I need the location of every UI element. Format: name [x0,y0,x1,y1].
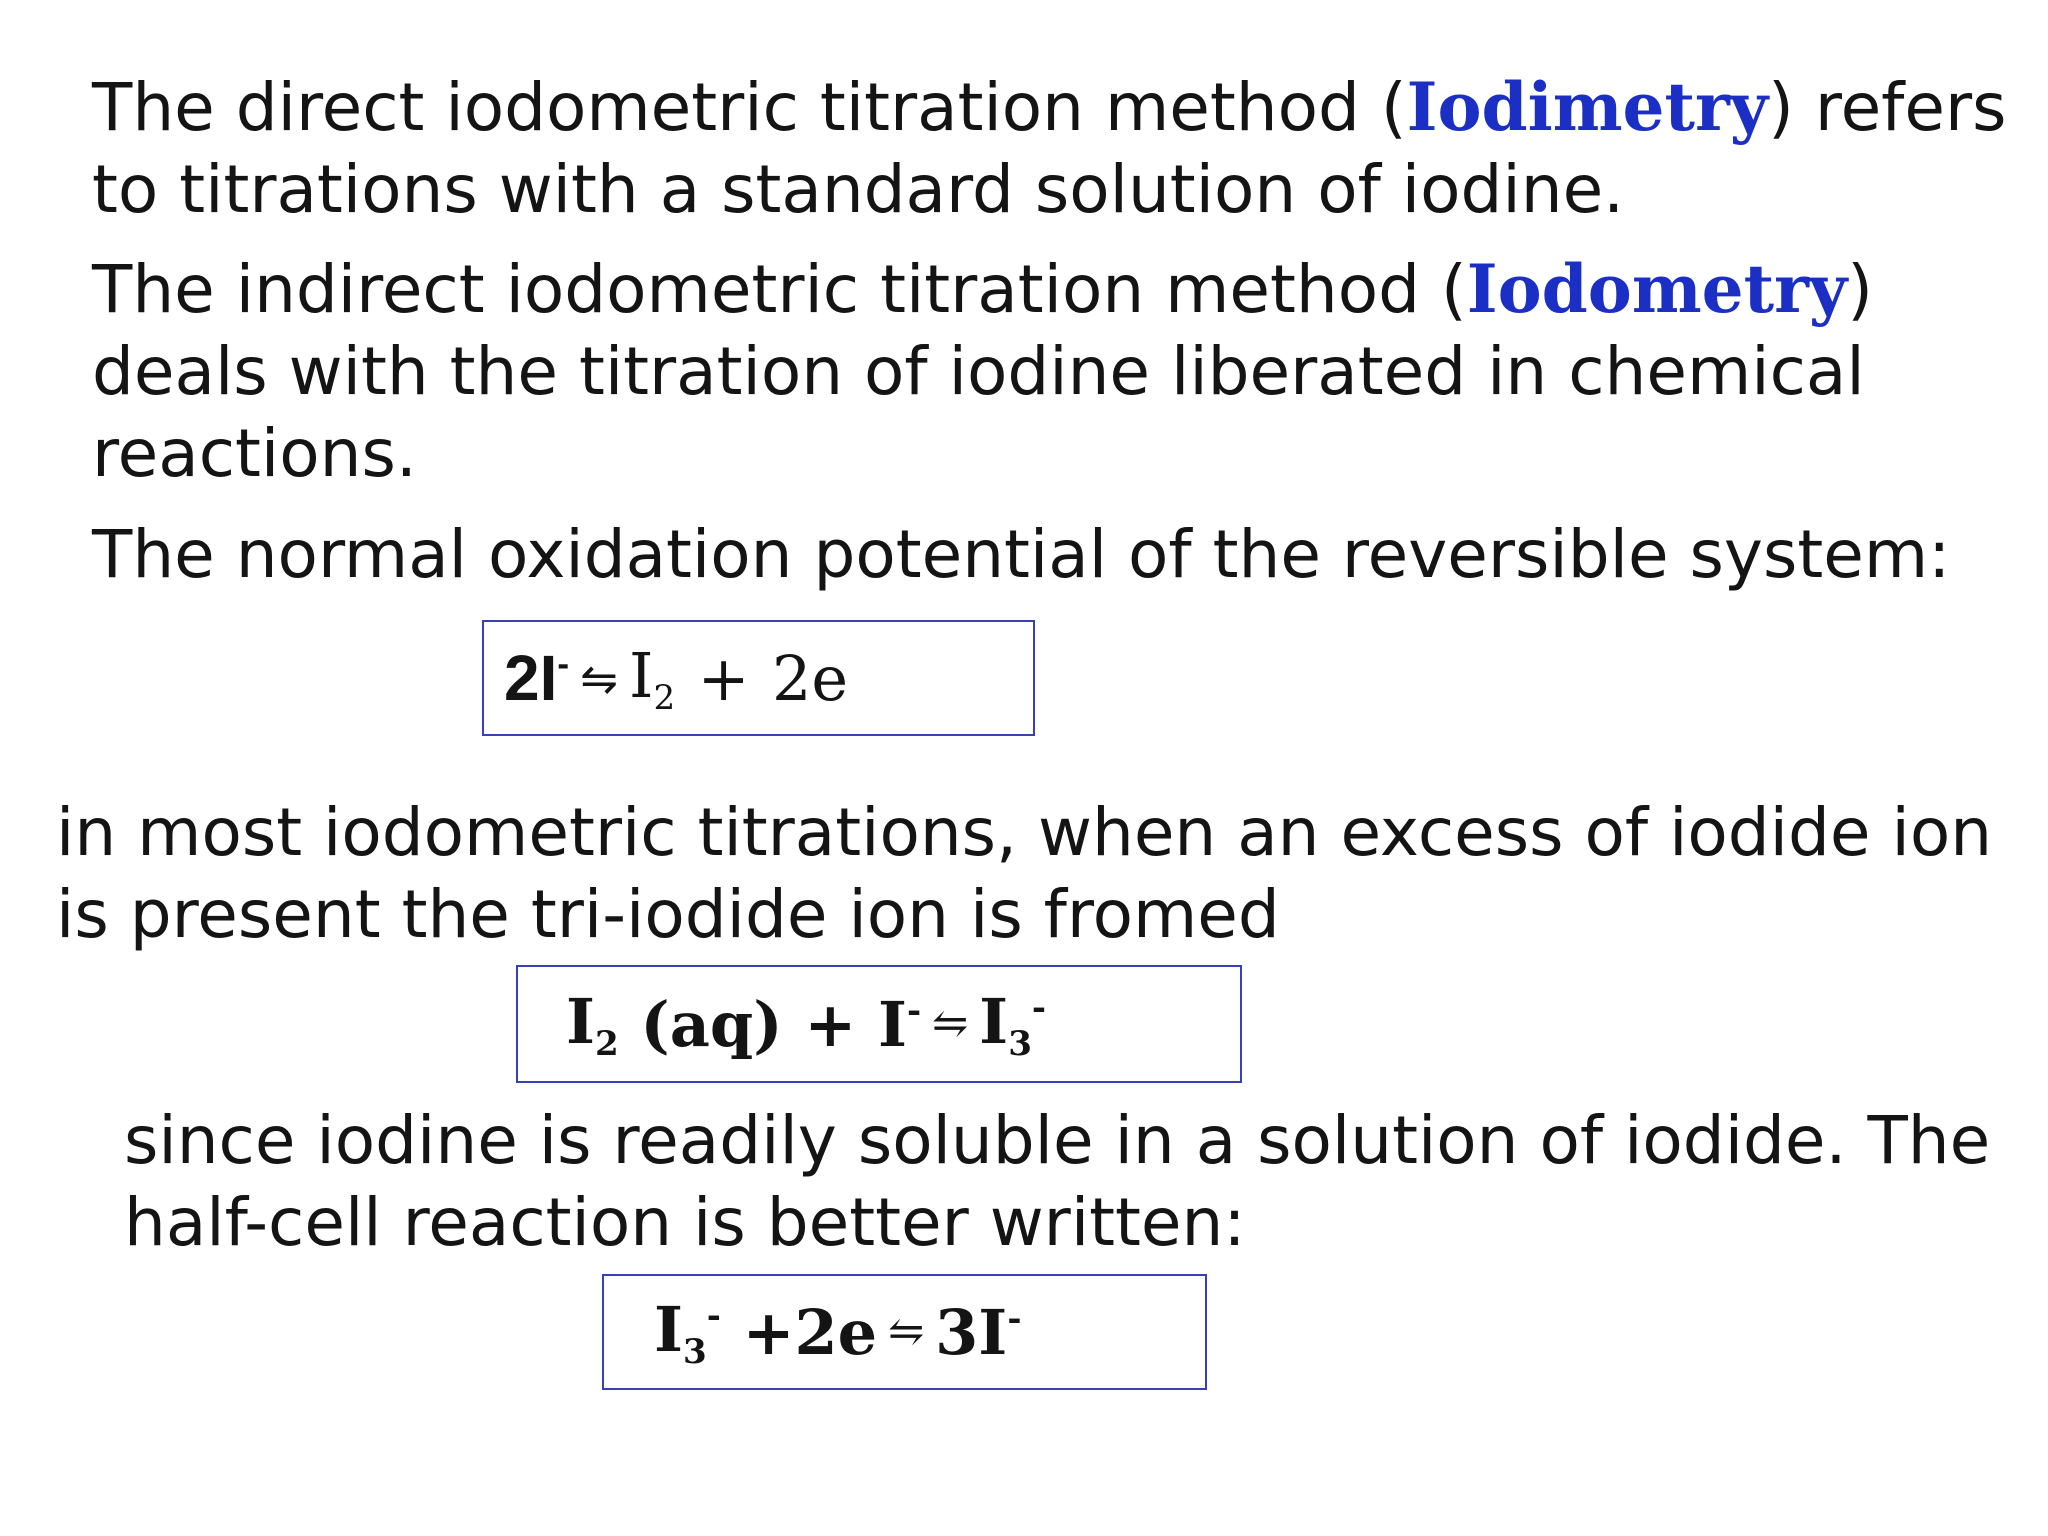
equilibrium-arrow-icon: ⇋ [931,999,969,1049]
eq2-plus: + [804,987,857,1061]
paragraph-oxidation-potential [92,514,1950,596]
paragraph-iodometry-line-2: deals with the titration of iodine liberated in chemical [92,333,1865,410]
eq3-product-iodide: 3I- [935,1295,1022,1369]
eq1-reactant: 2I- [504,642,570,714]
eq1-plus: + [697,641,750,715]
paragraph-half-cell [124,1100,1990,1264]
paragraph-oxidation-potential-line-1: The normal oxidation potential of the reversible system: [92,516,1951,593]
equation-box-iodide-oxidation [482,620,1035,736]
term-iodometry: Iodometry [1466,250,1848,328]
paragraph-half-cell-line-1: since iodine is readily soluble in a solution of iodide. The [124,1102,1991,1179]
term-iodimetry: Iodimetry [1406,68,1769,146]
paragraph-triiodide [56,792,1992,956]
equation-box-triiodide-formation [516,965,1242,1083]
eq3-electrons: +2e [742,1295,878,1369]
eq2-reactant-iodide: I- [877,987,922,1061]
equation-box-half-cell-reaction [602,1274,1207,1390]
equilibrium-arrow-icon: ⇋ [580,653,618,704]
paragraph-iodometry-line-3: reactions. [92,415,417,492]
paragraph-triiodide-line-1: in most iodometric titrations, when an excess of iodide ion [56,794,1993,871]
paragraph-iodimetry-line-2: to titrations with a standard solution of iodine. [92,151,1625,228]
eq3-reactant-triiodide: I3- [654,1292,721,1372]
eq1-product-iodine: $I_2$ [629,638,676,718]
eq2-reactant-iodine: I2 [566,984,619,1064]
equilibrium-arrow-icon: ⇋ [887,1307,925,1357]
paragraph-iodimetry [92,66,2007,231]
eq1-product-electrons: 2e [771,641,849,715]
paragraph-iodometry [92,248,1873,495]
paragraph-iodimetry-line-1: The direct iodometric titration method (Iodimetry) refers [92,68,2007,146]
paragraph-half-cell-line-2: half-cell reaction is better written: [124,1184,1246,1261]
paragraph-triiodide-line-2: is present the tri-iodide ion is fromed [56,876,1280,953]
eq2-product-triiodide: I3- [979,984,1047,1064]
paragraph-iodometry-line-1: The indirect iodometric titration method (Iodometry) [92,250,1874,328]
eq2-state-aq: (aq) [640,987,783,1061]
